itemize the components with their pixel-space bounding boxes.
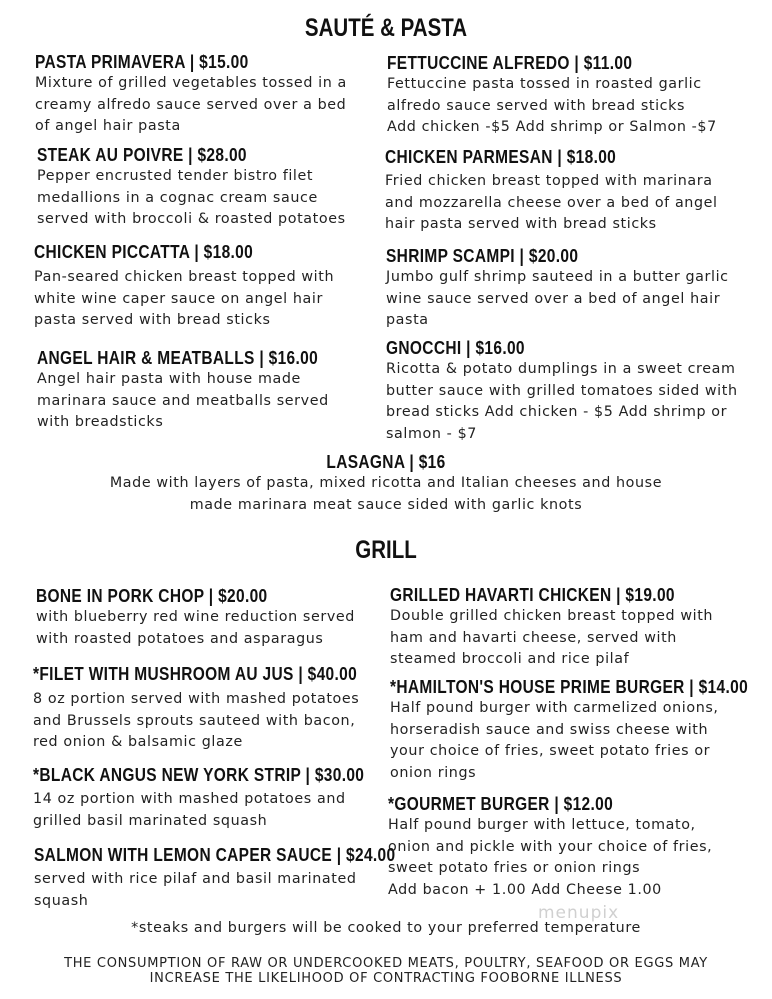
desc-line: salmon - $7 xyxy=(386,425,477,442)
item-description xyxy=(390,698,770,784)
item-name: GNOCCHI | $16.00 xyxy=(386,338,525,358)
item-description xyxy=(386,267,761,332)
menu-item-bone-in-pork-chop xyxy=(36,585,386,650)
item-name: CHICKEN PARMESAN | $18.00 xyxy=(385,147,617,167)
item-name: SHRIMP SCAMPI | $20.00 xyxy=(386,246,579,266)
item-name: GRILLED HAVARTI CHICKEN | $19.00 xyxy=(390,585,675,605)
item-description xyxy=(35,73,380,138)
desc-line: 8 oz portion served with mashed potatoes xyxy=(33,691,360,707)
desc-line: with roasted potatoes and asparagus xyxy=(36,630,324,647)
menu-item-fettuccine-alfredo xyxy=(387,52,762,139)
item-name: PASTA PRIMAVERA | $15.00 xyxy=(35,52,249,72)
menu-item-salmon-lemon-caper xyxy=(34,844,396,912)
desc-line: grilled basil marinated squash xyxy=(33,812,268,829)
cooking-temperature-note: *steaks and burgers will be cooked to your preferred temperature xyxy=(131,920,641,936)
item-name: BONE IN PORK CHOP | $20.00 xyxy=(36,586,268,606)
item-description xyxy=(34,869,384,912)
desc-line: your choice of fries, sweet potato fries or xyxy=(390,743,711,759)
item-description xyxy=(386,359,766,445)
item-name: FETTUCCINE ALFREDO | $11.00 xyxy=(387,53,633,73)
desc-line: Add bacon + 1.00 Add Cheese 1.00 xyxy=(388,881,662,898)
item-name: *HAMILTON'S HOUSE PRIME BURGER | $14.00 xyxy=(390,677,749,697)
desc-line: wine sauce served over a bed of angel hair xyxy=(386,290,721,307)
desc-line: pasta xyxy=(386,312,429,328)
menu-item-black-angus-ny-strip xyxy=(33,764,383,832)
desc-line: squash xyxy=(34,892,89,909)
menu-item-angel-hair-meatballs xyxy=(37,347,382,434)
desc-line: horseradish sauce and swiss cheese with xyxy=(390,721,709,738)
item-name: *BLACK ANGUS NEW YORK STRIP | $30.00 xyxy=(33,765,365,785)
desc-line: made marinara meat sauce sided with garlic knots xyxy=(189,496,583,513)
item-description xyxy=(36,607,386,650)
menu-item-chicken-parmesan xyxy=(385,146,760,236)
item-description xyxy=(37,166,382,231)
desc-line: butter sauce with grilled tomatoes sided with xyxy=(386,382,738,399)
item-description xyxy=(388,815,768,901)
item-name: LASAGNA | $16 xyxy=(326,452,446,472)
desc-line: Fettuccine pasta tossed in roasted garlic xyxy=(387,76,702,92)
warning-line: INCREASE THE LIKELIHOOD OF CONTRACTING FOOBORNE ILLNESS xyxy=(149,971,623,986)
desc-line: alfredo sauce served with bread sticks xyxy=(387,97,686,114)
desc-line: and mozzarella cheese over a bed of angel xyxy=(385,194,718,211)
desc-line: onion and pickle with your choice of fries, xyxy=(388,838,713,855)
desc-line: served with broccoli & roasted potatoes xyxy=(37,211,346,227)
menu-item-chicken-piccatta xyxy=(34,241,379,332)
section-title-grill: GRILL xyxy=(355,536,417,564)
item-name: *FILET WITH MUSHROOM AU JUS | $40.00 xyxy=(33,664,358,684)
menu-item-filet-mushroom-au-jus xyxy=(33,663,383,754)
desc-line: of angel hair pasta xyxy=(35,118,181,134)
menupix-watermark: menupix xyxy=(538,903,620,923)
desc-line: Add chicken -$5 Add shrimp or Salmon -$7 xyxy=(387,119,717,135)
desc-line: red onion & balsamic glaze xyxy=(33,734,243,750)
desc-line: Jumbo gulf shrimp sauteed in a butter garlic xyxy=(386,269,729,285)
food-safety-warning xyxy=(20,956,752,986)
item-name: STEAK AU POIVRE | $28.00 xyxy=(37,145,247,165)
desc-line: creamy alfredo sauce served over a bed xyxy=(35,96,347,113)
item-description xyxy=(387,74,762,139)
desc-line: marinara sauce and meatballs served xyxy=(37,392,329,409)
desc-line: steamed broccoli and rice pilaf xyxy=(390,651,630,667)
desc-line: Fried chicken breast topped with marinara xyxy=(385,173,713,189)
menu-item-gnocchi xyxy=(386,337,766,445)
desc-line: Made with layers of pasta, mixed ricotta and Italian cheeses and house xyxy=(109,475,663,491)
item-description xyxy=(33,689,383,754)
desc-line: pasta served with bread sticks xyxy=(34,312,271,328)
desc-line: Half pound burger with lettuce, tomato, xyxy=(388,817,696,833)
desc-line: Double grilled chicken breast topped with xyxy=(390,608,714,624)
desc-line: Mixture of grilled vegetables tossed in a xyxy=(35,75,347,91)
item-description xyxy=(390,606,765,671)
warning-line: THE CONSUMPTION OF RAW OR UNDERCOOKED MEATS, POULTRY, SEAFOOD OR EGGS MAY xyxy=(64,956,708,971)
item-name: SALMON WITH LEMON CAPER SAUCE | $24.00 xyxy=(34,845,396,865)
desc-line: Angel hair pasta with house made xyxy=(37,371,301,387)
menu-item-gourmet-burger xyxy=(388,793,768,901)
desc-line: Ricotta & potato dumplings in a sweet cream xyxy=(386,361,736,377)
desc-line: ham and havarti cheese, served with xyxy=(390,629,677,646)
desc-line: bread sticks Add chicken - $5 Add shrimp or xyxy=(386,404,728,420)
desc-line: medallions in a cognac cream sauce xyxy=(37,189,318,206)
menu-item-lasagna xyxy=(0,451,772,516)
desc-line: and Brussels sprouts sauteed with bacon, xyxy=(33,712,356,729)
section-title-saute-pasta: SAUTÉ & PASTA xyxy=(304,14,468,42)
item-description xyxy=(37,369,382,434)
menu-item-grilled-havarti-chicken xyxy=(390,584,765,671)
desc-line: with blueberry red wine reduction served xyxy=(36,609,355,625)
desc-line: onion rings xyxy=(390,764,477,781)
item-name: *GOURMET BURGER | $12.00 xyxy=(388,794,614,814)
menu-item-steak-au-poivre xyxy=(37,144,382,231)
desc-line: Half pound burger with carmelized onions, xyxy=(390,700,719,716)
menu-item-pasta-primavera xyxy=(35,51,380,138)
menu-item-shrimp-scampi xyxy=(386,245,761,332)
desc-line: served with rice pilaf and basil marinated xyxy=(34,871,357,887)
desc-line: with breadsticks xyxy=(37,414,164,430)
item-description xyxy=(385,171,760,236)
item-description xyxy=(0,473,772,516)
desc-line: white wine caper sauce on angel hair xyxy=(34,290,323,307)
item-description xyxy=(33,789,383,832)
item-name: CHICKEN PICCATTA | $18.00 xyxy=(34,242,254,262)
desc-line: Pepper encrusted tender bistro filet xyxy=(37,168,314,184)
desc-line: sweet potato fries or onion rings xyxy=(388,860,641,876)
item-description xyxy=(34,267,379,332)
desc-line: Pan-seared chicken breast topped with xyxy=(34,269,335,285)
item-name: ANGEL HAIR & MEATBALLS | $16.00 xyxy=(37,348,319,368)
menu-item-hamiltons-prime-burger xyxy=(390,676,770,784)
desc-line: hair pasta served with bread sticks xyxy=(385,216,657,232)
desc-line: 14 oz portion with mashed potatoes and xyxy=(33,791,346,807)
